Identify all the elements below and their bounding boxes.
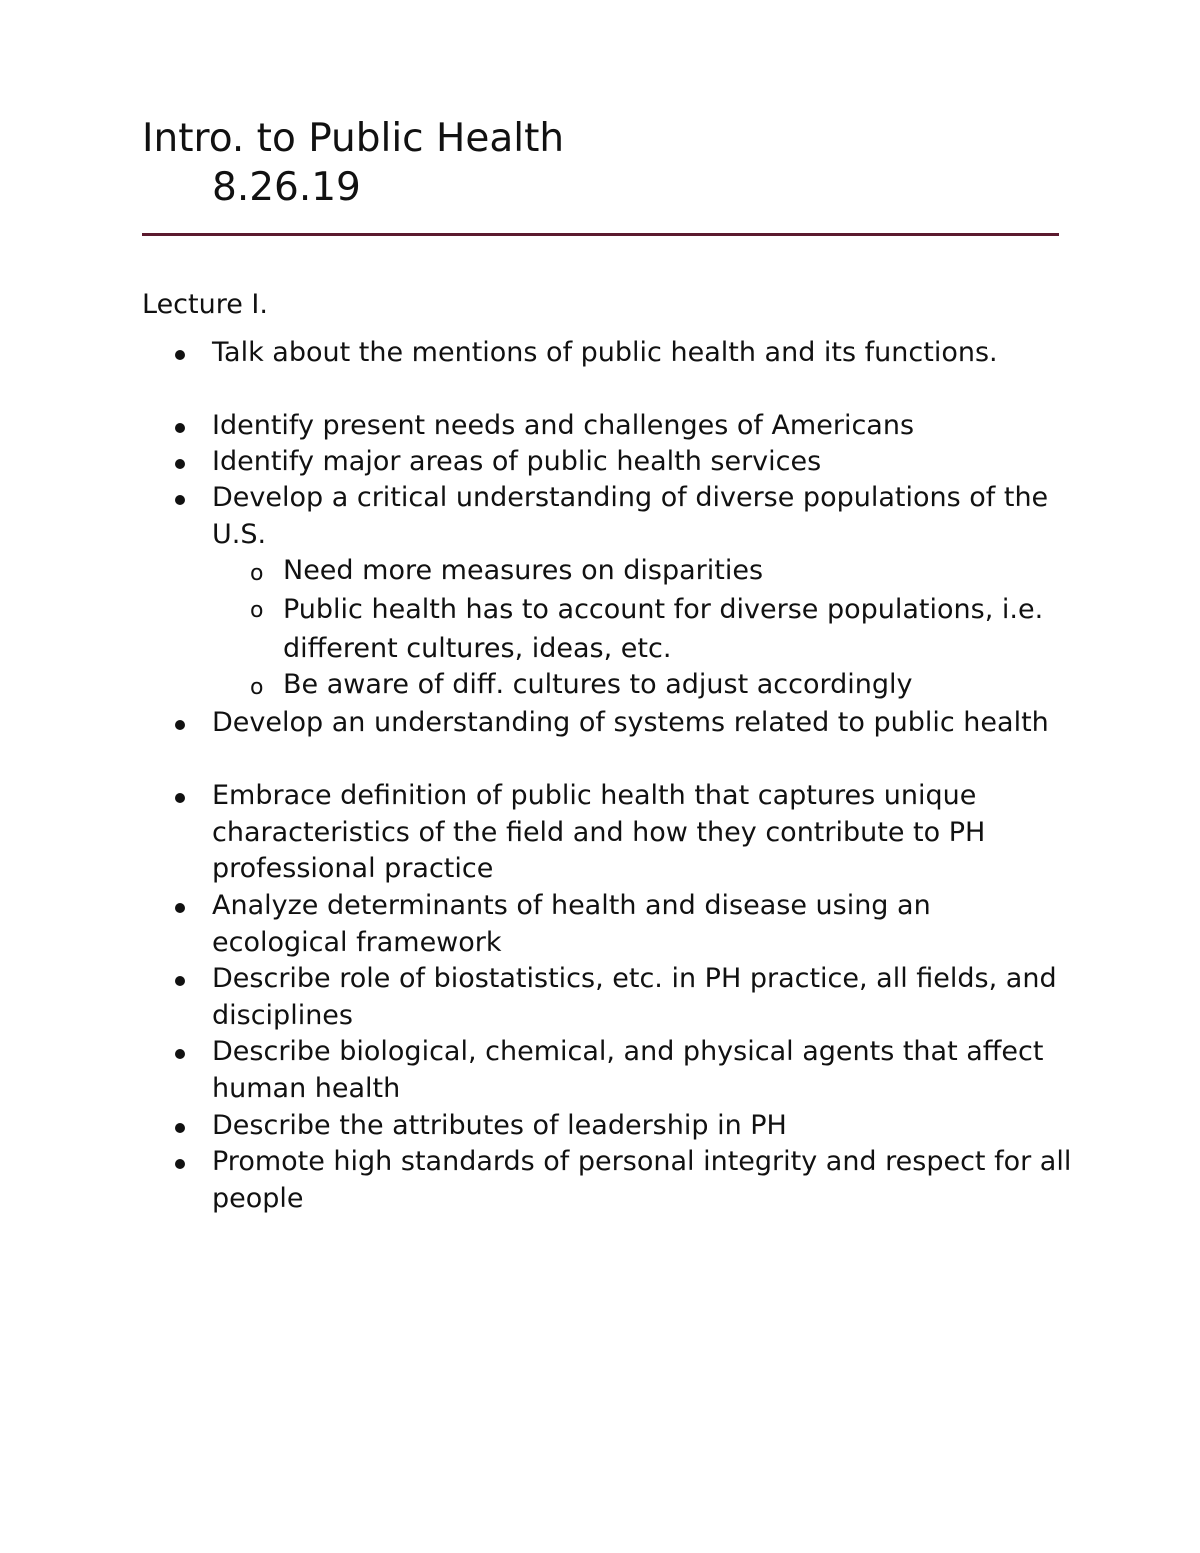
list-item: Promote high standards of personal integrity and respect for all people	[212, 1146, 1072, 1214]
bullet-icon	[175, 793, 185, 803]
title-divider	[142, 233, 1059, 236]
list-item: Embrace definition of public health that captures unique characteristics of the field and how they contribute to PH professional practice	[212, 780, 986, 884]
list-item: Describe role of biostatistics, etc. in PH practice, all fields, and disciplines	[212, 963, 1057, 1031]
bullet-icon	[175, 976, 185, 986]
list-item: Describe the attributes of leadership in PH	[212, 1110, 787, 1141]
bullet-icon	[175, 903, 185, 913]
bullet-icon	[175, 720, 185, 730]
section-heading: Lecture I.	[142, 289, 268, 320]
list-item: Describe biological, chemical, and physical agents that affect human health	[212, 1036, 1044, 1104]
document-date: 8.26.19	[212, 165, 361, 210]
sub-list-item: Be aware of diff. cultures to adjust accordingly	[283, 669, 913, 700]
list-item: Talk about the mentions of public health and its functions.	[212, 337, 998, 368]
bullet-icon	[175, 459, 185, 469]
sub-bullet-icon: o	[250, 561, 264, 586]
bullet-icon	[175, 1049, 185, 1059]
list-item: Analyze determinants of health and disease using an ecological framework	[212, 890, 931, 958]
bullet-icon	[175, 423, 185, 433]
document-title: Intro. to Public Health	[142, 116, 565, 161]
list-item: Identify present needs and challenges of Americans	[212, 410, 915, 441]
sub-bullet-icon: o	[250, 675, 264, 700]
list-item: Develop an understanding of systems related to public health	[212, 707, 1049, 738]
sub-list-item: Need more measures on disparities	[283, 555, 764, 586]
sub-list-item: Public health has to account for diverse populations, i.e. different cultures, ideas, etc.	[283, 594, 1044, 664]
bullet-icon	[175, 1123, 185, 1133]
list-item: Develop a critical understanding of diverse populations of the U.S.	[212, 482, 1049, 550]
bullet-icon	[175, 1159, 185, 1169]
list-item: Identify major areas of public health services	[212, 446, 822, 477]
sub-bullet-icon: o	[250, 598, 264, 623]
bullet-icon	[175, 350, 185, 360]
bullet-icon	[175, 495, 185, 505]
